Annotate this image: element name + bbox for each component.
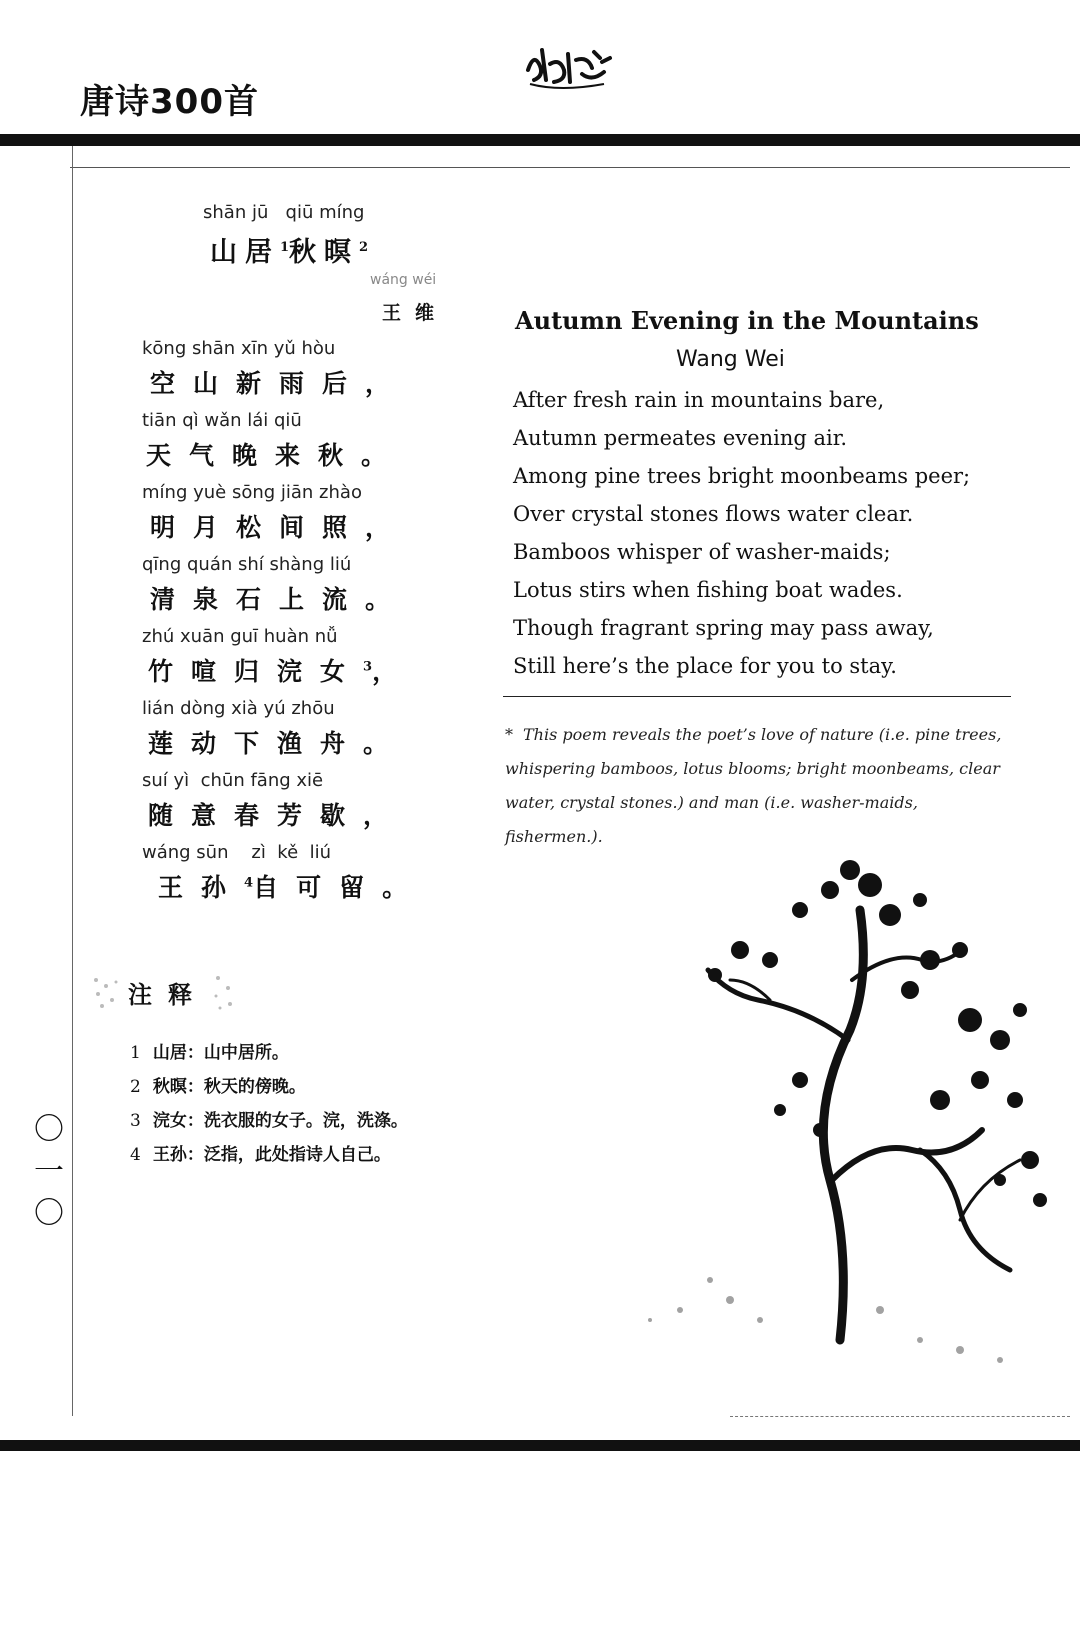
footnote-marker: 3 [363,659,373,675]
english-line: Autumn permeates evening air. [513,426,848,450]
english-line: Lotus stirs when fishing boat wades. [513,578,903,602]
header-thin-rule [70,167,1070,168]
line-pinyin: kōng shān xīn yǔ hòu [142,338,336,359]
note-item: 3 浣女：洗衣服的女子。浣，洗涤。 [130,1111,408,1131]
english-line: Bamboos whisper of washer-maids; [513,540,891,564]
poem-author: 王维 [382,302,449,324]
page-number-digit: 〇 [34,1112,64,1147]
poem-title: 山居$^1$秋暝$^2$ [210,237,369,268]
line-hanzi: 王孙$^4$自可留。 [158,873,426,902]
line-pinyin: lián dòng xià yú zhōu [142,698,335,719]
note-star: * [505,725,513,744]
english-line: Over crystal stones flows water clear. [513,502,914,526]
line-pinyin: suí yì chūn fāng xiē [142,770,324,791]
title-pinyin: shān jū qiū míng [203,202,365,223]
note-item: 4 王孙：泛指，此处指诗人自己。 [130,1145,391,1165]
english-line: Among pine trees bright moonbeams peer; [513,464,971,488]
left-margin-line [72,146,73,1416]
english-title: Autumn Evening in the Mountains [515,306,979,335]
author-pinyin: wáng wéi [370,272,437,288]
notes-heading: 注释 [128,980,208,1009]
page-number-digit: 〇 [34,1196,64,1231]
footnote-marker: 4 [244,875,254,891]
note-item: 2 秋暝：秋天的傍晚。 [130,1077,306,1097]
top-rule [0,134,1080,146]
line-pinyin: tiān qì wǎn lái qiū [142,410,302,431]
ink-plum-tree-painting [620,840,1070,1380]
line-hanzi: 随意春芳歇， [148,801,407,830]
footnote-marker: 2 [359,240,369,255]
book-title: 唐诗300首 [80,82,259,122]
notes-ornament-icon [208,972,244,1012]
footnote-marker: 1 [280,240,290,255]
page-number-digit: 一 [34,1154,64,1189]
line-pinyin: qīng quán shí shàng liú [142,554,352,575]
line-pinyin: zhú xuān guī huàn nǚ [142,626,338,647]
line-pinyin: míng yuè sōng jiān zhào [142,482,362,503]
line-hanzi: 天气晚来秋。 [146,441,405,470]
english-author: Wang Wei [676,347,785,372]
notes-ornament-icon [88,972,124,1012]
note-item: 1 山居：山中居所。 [130,1043,289,1063]
line-hanzi: 清泉石上流。 [150,585,409,614]
english-line: Though fragrant spring may pass away, [513,616,934,640]
bottom-dashed-rule [730,1416,1070,1417]
bottom-rule [0,1440,1080,1451]
english-note: * This poem reveals the poet’s love of nature (i.e. pine trees, whispering bamboos, lotus blooms; bright moonbeams, clear water, crystal stones.) and man (i.e. washer-maids, fishermen.). [505,725,1002,846]
english-line: After fresh rain in mountains bare, [513,388,885,412]
line-hanzi: 莲动下渔舟。 [148,729,407,758]
english-rule [503,696,1011,697]
line-pinyin: wáng sūn zì kě liú [142,842,331,863]
english-line: Still here’s the place for you to stay. [513,654,897,678]
calligraphy-logo-icon [520,40,616,96]
line-hanzi: 明月松间照， [150,513,409,542]
line-hanzi: 竹喧归浣女$^3$， [148,657,416,686]
line-hanzi: 空山新雨后， [150,369,409,398]
